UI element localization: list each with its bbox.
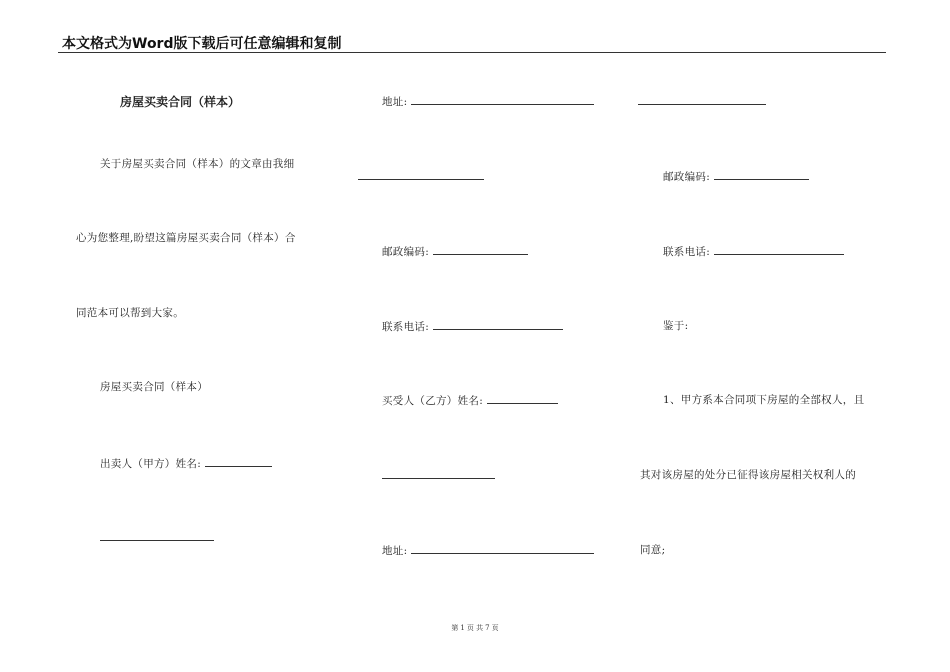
seller-postcode-field: [382, 243, 528, 259]
seller-postcode-label: 邮政编码:: [382, 246, 430, 258]
buyer-phone-field: [663, 243, 844, 259]
clause-1-line-2: 其对该房屋的处分已征得该房屋相关权利人的: [640, 469, 856, 481]
contract-subtitle: 房屋买卖合同（样本）: [100, 381, 208, 393]
page-total: 7: [485, 624, 490, 632]
clause-1-line-3: 同意;: [640, 544, 666, 556]
buyer-postcode-blank: [714, 168, 809, 180]
seller-name-blank: [205, 455, 272, 467]
buyer-phone-blank: [714, 243, 844, 255]
seller-address-field: [382, 93, 594, 109]
seller-phone-label: 联系电话:: [382, 321, 430, 333]
page-label-pre: 第: [451, 624, 459, 632]
buyer-address-continuation-blank: [638, 104, 766, 105]
buyer-postcode-field: [663, 168, 809, 184]
seller-phone-blank: [433, 318, 563, 330]
intro-paragraph-line-1: 关于房屋买卖合同（样本）的文章由我细: [100, 158, 295, 170]
buyer-phone-label: 联系电话:: [663, 246, 711, 258]
seller-address-continuation-blank: [358, 179, 484, 180]
buyer-name-label: 买受人（乙方）姓名:: [382, 395, 484, 407]
buyer-name-field: [382, 392, 558, 408]
page-number-footer: [0, 623, 950, 633]
clause-1-line-1: 1、甲方系本合同项下房屋的全部权人，且: [663, 394, 865, 406]
header-divider: [58, 52, 886, 53]
buyer-address-label: 地址:: [382, 545, 408, 557]
seller-address-blank: [411, 93, 594, 105]
seller-address-label: 地址:: [382, 96, 408, 108]
buyer-postcode-label: 邮政编码:: [663, 171, 711, 183]
seller-name-continuation-blank: [100, 540, 214, 541]
buyer-address-blank: [411, 542, 594, 554]
document-header-title: 本文格式为Word版下载后可任意编辑和复制: [62, 36, 342, 52]
document-title: 房屋买卖合同（样本）: [120, 95, 241, 109]
seller-postcode-blank: [433, 243, 528, 255]
page-label-post: 页: [491, 624, 499, 632]
buyer-address-field: [382, 542, 594, 558]
seller-name-label: 出卖人（甲方）姓名:: [100, 458, 202, 470]
buyer-name-continuation-blank: [382, 478, 495, 479]
seller-phone-field: [382, 318, 563, 334]
seller-name-field: [100, 455, 272, 471]
page-number: 1: [460, 624, 465, 632]
page-label-mid: 页 共: [466, 624, 484, 632]
buyer-name-blank: [487, 392, 558, 404]
whereas-heading: 鉴于:: [663, 320, 689, 332]
intro-paragraph-line-3: 同范本可以帮到大家。: [76, 307, 184, 319]
intro-paragraph-line-2: 心为您整理,盼望这篇房屋买卖合同（样本）合: [76, 232, 296, 244]
